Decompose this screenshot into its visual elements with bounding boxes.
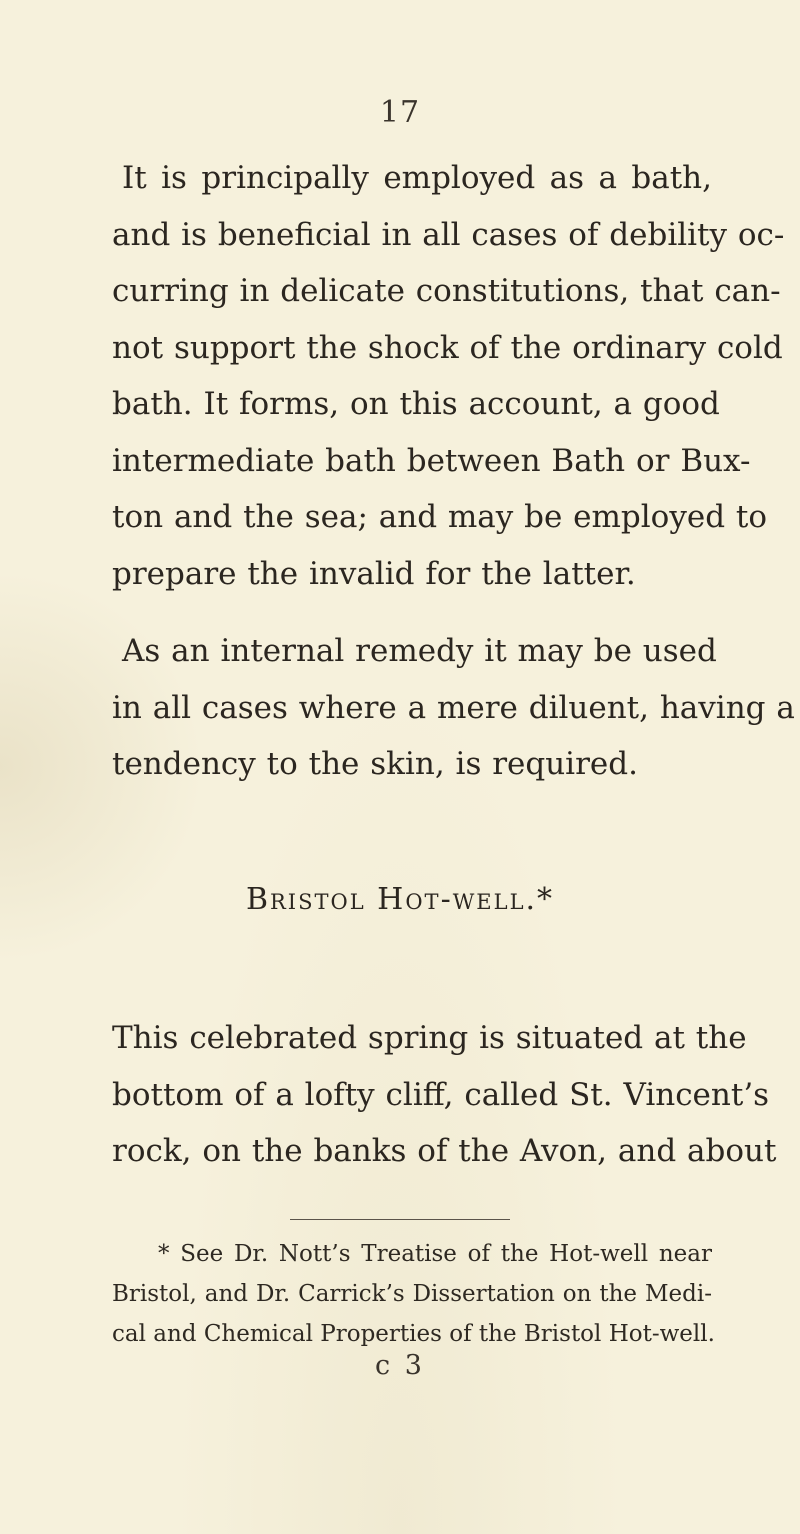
text-line: As an internal remedy it may be used xyxy=(122,633,717,669)
text-line: ton and the sea; and may be employed to xyxy=(112,499,768,535)
section-heading: Bristol Hot-well.* xyxy=(245,882,555,917)
page-number: 17 xyxy=(379,95,421,130)
footnote-divider xyxy=(290,1219,510,1220)
text-line: tendency to the skin, is required. xyxy=(112,746,638,782)
text-line: not support the shock of the ordinary cold xyxy=(112,329,783,366)
paragraph-bath-usage xyxy=(112,150,785,602)
text-line: in all cases where a mere diluent, having a xyxy=(112,689,795,726)
paragraph-hot-well-location xyxy=(112,1010,777,1180)
text-line: bath. It forms, on this account, a good xyxy=(112,386,720,422)
text-line: prepare the invalid for the latter. xyxy=(112,555,636,592)
text-line: This celebrated spring is situated at the xyxy=(112,1020,747,1056)
text-line: It is principally employed as a bath, xyxy=(122,160,712,196)
footnote-line: Bristol, and Dr. Carrick’s Dissertation on the Medi- xyxy=(112,1281,712,1307)
text-line: intermediate bath between Bath or Bux- xyxy=(112,442,751,479)
footnote xyxy=(112,1234,715,1354)
paragraph-internal-remedy xyxy=(112,623,795,793)
text-line: curring in delicate constitutions, that can- xyxy=(112,273,781,309)
signature-mark: c 3 xyxy=(375,1350,425,1381)
footnote-line: cal and Chemical Properties of the Bristol Hot-well. xyxy=(112,1321,715,1347)
text-line: bottom of a lofty cliff, called St. Vincent’s xyxy=(112,1076,770,1113)
text-line: and is beneficial in all cases of debility oc- xyxy=(112,216,785,253)
footnote-line: * See Dr. Nott’s Treatise of the Hot-well near xyxy=(158,1241,712,1267)
text-line: rock, on the banks of the Avon, and about xyxy=(112,1133,777,1169)
